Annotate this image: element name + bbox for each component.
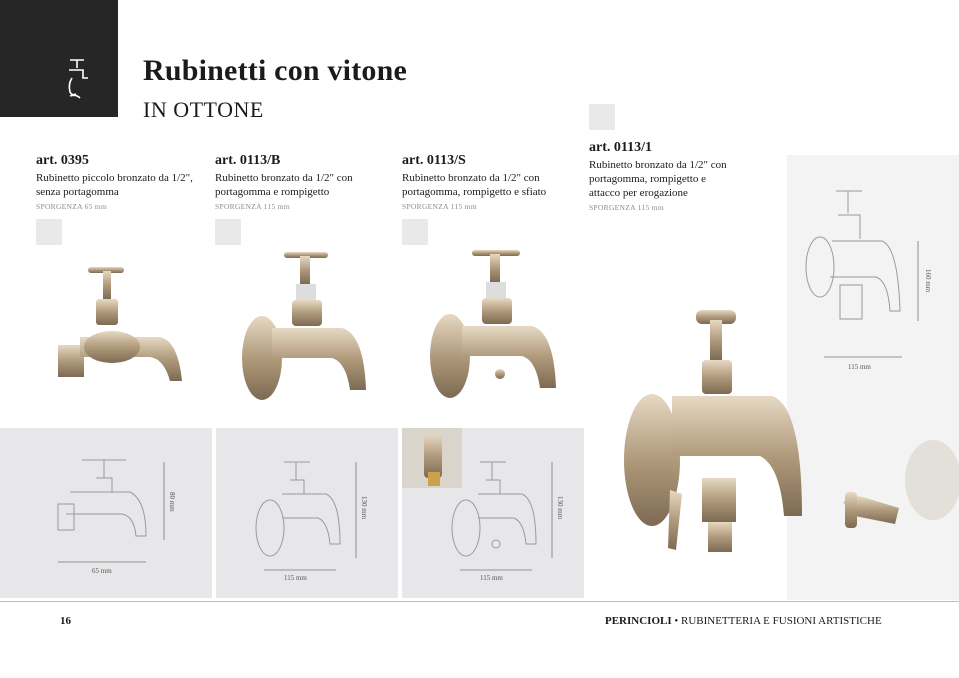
dim-height-text: 160 mm <box>924 269 932 293</box>
faucet-0113-1-photo <box>610 300 820 570</box>
product-description: Rubinetto bronzato da 1/2" con portagomma e rompigetto <box>215 172 353 198</box>
dim-width-text: 115 mm <box>480 574 503 582</box>
faucet-0395-photo <box>50 255 190 395</box>
footer-divider <box>0 601 959 602</box>
product-0395 <box>36 153 206 211</box>
dim-width-text: 115 mm <box>848 363 871 371</box>
brand-logo-box <box>0 0 118 117</box>
product-description: Rubinetto bronzato da 1/2" con portagomma, rompigetto e attacco per erogazione <box>589 159 727 199</box>
dim-height-text: 130 mm <box>360 496 368 520</box>
product-projection: SPORGENZA 65 mm <box>36 202 108 211</box>
product-code: art. 0113/1 <box>589 140 652 155</box>
dim-height-text: 130 mm <box>556 496 564 520</box>
product-code: art. 0395 <box>36 153 89 168</box>
product-projection: SPORGENZA 115 mm <box>215 202 290 211</box>
faucet-handle-detail-photo <box>835 432 959 582</box>
product-code: art. 0113/S <box>402 153 466 168</box>
color-swatch <box>36 219 62 245</box>
footer-brand <box>605 615 882 627</box>
technical-drawing-0113s <box>440 448 580 583</box>
dim-width-text: 115 mm <box>284 574 307 582</box>
color-swatch <box>402 219 428 245</box>
page-title: Rubinetti con vitone <box>143 54 408 87</box>
brand-bullet: • <box>674 615 679 627</box>
product-projection: SPORGENZA 115 mm <box>589 203 664 212</box>
brand-name: PERINCIOLI <box>605 615 672 627</box>
faucet-logo-icon <box>64 56 92 102</box>
product-0113s <box>402 153 572 211</box>
product-code: art. 0113/B <box>215 153 281 168</box>
color-swatch <box>215 219 241 245</box>
technical-drawing-0113b <box>244 448 384 583</box>
technical-drawing-0113-1 <box>800 185 940 375</box>
dim-width-text: 65 mm <box>92 567 112 575</box>
brand-tagline: RUBINETTERIA E FUSIONI ARTISTICHE <box>680 615 882 627</box>
page-number: 16 <box>60 615 71 627</box>
product-description: Rubinetto bronzato da 1/2" con portagomma, rompigetto e sfiato <box>402 172 547 198</box>
technical-drawing-0395 <box>30 448 190 578</box>
product-projection: SPORGENZA 115 mm <box>402 202 477 211</box>
color-swatch <box>589 104 615 130</box>
product-0113b <box>215 153 385 211</box>
product-0113-1 <box>589 140 739 212</box>
page-subtitle: IN OTTONE <box>143 97 264 122</box>
faucet-0113s-photo <box>422 248 572 398</box>
dim-height-text: 80 mm <box>168 492 176 512</box>
product-description: Rubinetto piccolo bronzato da 1/2", senza portagomma <box>36 172 193 198</box>
faucet-0113b-photo <box>232 250 382 400</box>
